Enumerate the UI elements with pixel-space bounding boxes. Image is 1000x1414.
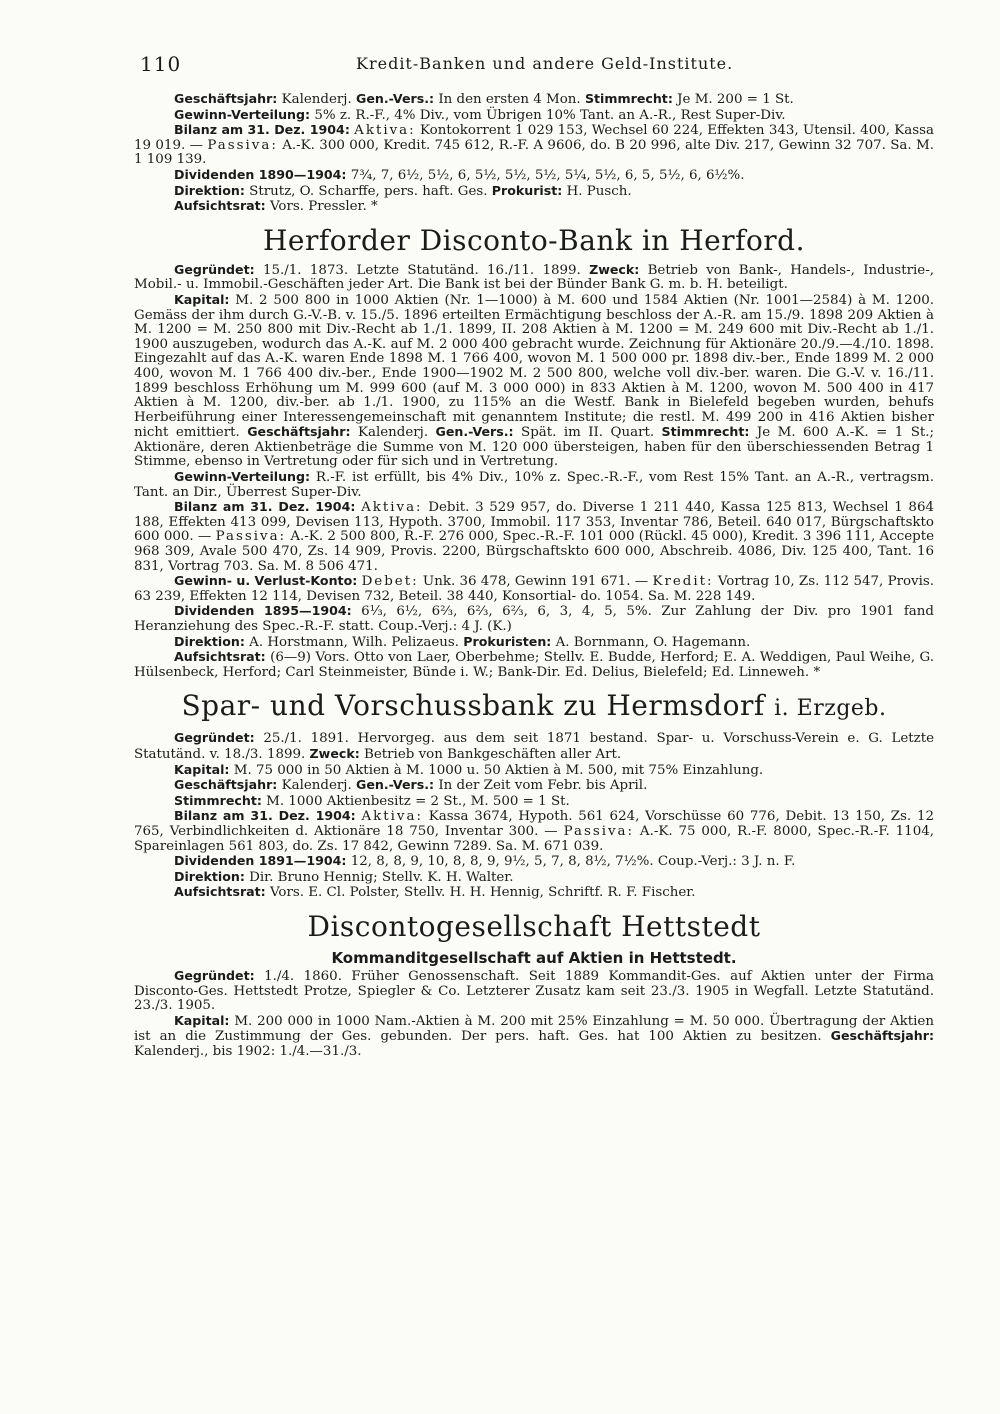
herford-aufsichtsrat-line xyxy=(134,650,934,680)
label-geschaeftsjahr: Geschäftsjahr: xyxy=(174,777,278,793)
text-genvers: In der Zeit vom Febr. bis April. xyxy=(438,778,648,794)
hermsdorf-stimmrecht-line xyxy=(134,794,934,810)
hermsdorf-gegruendet-line xyxy=(134,731,934,762)
label-zweck: Zweck: xyxy=(309,745,360,761)
text-aktiva: Kontokorrent 1 029 153, Wechsel 60 224, Effekten 343, Utensil. 400, Kassa 19 019. — xyxy=(134,123,935,153)
hermsdorf-geschaeftsjahr-line xyxy=(134,778,934,794)
label-geschaeftsjahr: Geschäftsjahr: xyxy=(174,91,278,106)
text-stimmrecht: Je M. 200 = 1 St. xyxy=(677,92,794,107)
label-genvers: Gen.-Vers.: xyxy=(435,424,514,440)
label-dividenden: Dividenden 1890—1904: xyxy=(174,166,347,182)
text-direktion: A. Horstmann, Wilh. Pelizaeus. xyxy=(249,634,460,650)
text-passiva: A.-K. 75 000, R.-F. 8000, Spec.-R.-F. 1104, Spareinlagen 561 803, do. Zs. 17 842, Gewinn 7289. Sa. M. 671 039. xyxy=(134,823,934,854)
text-geschaeftsjahr: Kalenderj. xyxy=(281,92,352,107)
page-header xyxy=(0,52,1000,82)
label-zweck: Zweck: xyxy=(589,261,640,277)
hermsdorf-dividenden-line xyxy=(134,854,934,870)
label-gewinn-verteilung: Gewinn-Verteilung: xyxy=(174,469,311,485)
prev-gewinn-line xyxy=(134,108,934,124)
hermsdorf-aufsichtsrat-line xyxy=(134,885,934,901)
entry-hermsdorf-bank xyxy=(134,690,934,901)
prev-aufsichtsrat-line xyxy=(134,199,934,215)
hermsdorf-bilanz-line xyxy=(134,809,934,854)
text-kapital: M. 200 000 in 1000 Nam.-Aktien à M. 200 mit 25% Einzahlung = M. 50 000. Übertragung der Aktien ist an die Zustimmung der Ges. gebunden. Der pers. haft. Ges. hat 100 Aktien zu besitzen. xyxy=(134,1013,934,1045)
passiva-word: Passiva: xyxy=(563,823,635,839)
herford-direktion-line xyxy=(134,635,934,651)
text-geschaeftsjahr: Kalenderj. xyxy=(357,425,429,441)
label-stimmrecht: Stimmrecht: xyxy=(584,91,673,106)
hettstedt-gegruendet-line xyxy=(134,969,934,1014)
label-gegruendet: Gegründet: xyxy=(174,730,255,746)
label-prokurist: Prokurist: xyxy=(491,182,563,198)
aktiva-word: Aktiva: xyxy=(361,500,423,516)
text-genvers: In den ersten 4 Mon. xyxy=(438,92,581,107)
text-zweck: Betrieb von Bank-, Handels-, Industrie-, Mobil.- u. Immobil.-Geschäften jeder Art. Die Bank ist bei der Bünder Bank G. m. b. H. beteiligt. xyxy=(134,262,934,293)
previous-entry xyxy=(134,92,934,215)
label-kapital: Kapital: xyxy=(174,1012,230,1028)
text-genvers: Spät. im II. Quart. xyxy=(521,425,655,441)
text-zweck: Betrieb von Bankgeschäften aller Art. xyxy=(364,746,622,762)
label-prokuristen: Prokuristen: xyxy=(463,633,552,649)
text-stimmrecht: Je M. 600 A.-K. = 1 St.; Aktionäre, deren Aktienbeträge die Summe von M. 120 000 übersteigen, haben für den überschiessenden Betrag 1 Stimme, ebenso in Vertretung oder für sich und in Vertretung. xyxy=(134,425,935,470)
hettstedt-kapital-line xyxy=(134,1014,934,1060)
label-direktion: Direktion: xyxy=(174,182,245,198)
label-stimmrecht: Stimmrecht: xyxy=(661,424,750,440)
label-geschaeftsjahr: Geschäftsjahr: xyxy=(830,1028,934,1044)
text-passiva: A.-K. 300 000, Kredit. 745 612, R.-F. A 9606, do. B 20 996, alte Div. 217, Gewinn 32 707. Sa. M. 1 109 139. xyxy=(134,137,934,168)
text-gewinn-verteilung: 5% z. R.-F., 4% Div., vom Übrigen 10% Tant. an A.-R., Rest Super-Div. xyxy=(314,107,786,123)
text-gegruendet: 25./1. 1891. Hervorgeg. aus dem seit 1871 bestand. Spar- u. Vorschuss-Verein e. G. Letzte Statutänd. v. 18./3. 1899. xyxy=(134,731,934,762)
text-gegruendet: 1./4. 1860. Früher Genossenschaft. Seit 1889 Kommandit-Ges. auf Aktien unter der Firma Disconto-Ges. Hettstedt Protze, Spiegler & Co. Letzterer Zusatz kam seit 23./3. 1905 in Wegfall. Letzte Statutänd. 23./3. 1905. xyxy=(134,968,934,1014)
page-number: 110 xyxy=(140,52,182,76)
label-kapital: Kapital: xyxy=(174,291,230,307)
label-aufsichtsrat: Aufsichtsrat: xyxy=(174,198,266,214)
passiva-word: Passiva: xyxy=(207,137,278,153)
bank-title-herford: Herforder Disconto-Bank in Herford. xyxy=(262,223,806,257)
text-aktiva: Kassa 3674, Hypoth. 561 624, Vorschüsse 60 776, Debit. 13 150, Zs. 12 765, Verbindlichkeiten d. Aktionäre 18 750, Inventar 300. — xyxy=(134,809,934,839)
entry-hettstedt xyxy=(134,911,934,1060)
page-content xyxy=(134,92,934,1059)
label-genvers: Gen.-Vers.: xyxy=(355,777,435,793)
label-aufsichtsrat: Aufsichtsrat: xyxy=(174,884,266,900)
label-bilanz: Bilanz am 31. Dez. 1904: xyxy=(174,499,356,515)
herford-bilanz-line xyxy=(134,500,934,574)
label-kapital: Kapital: xyxy=(174,761,230,777)
text-gegruendet: 15./1. 1873. Letzte Statutänd. 16./11. 1899. xyxy=(262,262,581,278)
entry-herforder-disconto-bank xyxy=(134,225,934,681)
bank-title-hettstedt: Discontogesellschaft Hettstedt xyxy=(307,909,761,943)
text-passiva: A.-K. 2 500 800, R.-F. 276 000, Spec.-R.-F. 101 000 (Rückl. 45 000), Kredit. 3 396 111, Accepte 968 309, Avale 500 470, Zs. 14 909, Provis. 2200, Bürgschaftskto 600 000, Abschreib. 4086, Div. 125 400, Tant. 16 831, Vortrag 703. Sa. M. 8 506 471. xyxy=(134,529,935,574)
herford-gewinn-line xyxy=(134,470,934,500)
text-geschaeftsjahr: Kalenderj. xyxy=(281,778,352,794)
bank-subtitle-hettstedt: Kommanditgesellschaft auf Aktien in Hettstedt. xyxy=(331,948,737,967)
text-prokuristen: A. Bornmann, O. Hagemann. xyxy=(555,634,751,650)
label-genvers: Gen.-Vers.: xyxy=(355,91,435,106)
debet-word: Debet: xyxy=(361,574,419,590)
label-gegruendet: Gegründet: xyxy=(174,261,255,277)
prev-direktion-line xyxy=(134,184,934,200)
text-aufsichtsrat: Vors. E. Cl. Polster, Stellv. H. H. Hennig, Schriftf. R. F. Fischer. xyxy=(269,885,696,901)
prev-geschaeftsjahr-line xyxy=(134,92,934,108)
text-debet: Unk. 36 478, Gewinn 191 671. — xyxy=(422,574,649,590)
text-aufsichtsrat: (6—9) Vors. Otto von Laer, Oberbehme; Stellv. E. Budde, Herford; E. A. Weddigen, Paul Weihe, G. Hülsenbeck, Herford; Carl Steinmeister, Bünde i. W.; Bank-Dir. Ed. Delius, Bielefeld; Ed. Linneweh. * xyxy=(134,650,935,680)
text-aktiva: Debit. 3 529 957, do. Diverse 1 211 440, Kassa 125 813, Wechsel 1 864 188, Effekten 413 099, Devisen 113, Hypoth. 3700, Immobil. 117 353, Inventar 786, Beteil. 640 017, Bürgschaftskto 600 000. — xyxy=(134,500,934,545)
running-title: Kredit-Banken und andere Geld-Institute. xyxy=(356,54,734,73)
prev-dividenden-line xyxy=(134,168,934,184)
label-geschaeftsjahr: Geschäftsjahr: xyxy=(247,424,351,440)
passiva-word: Passiva: xyxy=(215,529,287,545)
hermsdorf-kapital-line xyxy=(134,763,934,779)
text-kapital: M. 2 500 800 in 1000 Aktien (Nr. 1—1000) à M. 600 und 1584 Aktien (Nr. 1001—2584) à M. 1200. Gemäss der ihm durch G.-V.-B. v. 15./5. 1896 erteilten Ermächtigung beschloss der A.-R. am 15./9. 1898 209 Aktien à M. 1200 = M. 250 800 mit Div.-Recht ab 1./1. 1899, II. 208 Aktien à M. 1200 = M. 249 600 mit Div.-Recht ab 1./1. 1900 auszugeben, wodurch das A.-K. auf M. 2 000 400 gebracht wurde. Zeichnung für Aktionäre 20./9.—4./10. 1898. Eingezahlt auf das A.-K. waren Ende 1898 M. 1 766 400, wovon M. 1 500 000 pr. 1898 div.-ber., Ende 1899 M. 2 000 400, wovon M. 1 766 400 div.-ber., Ende 1900—1902 M. 2 500 800, welche voll div.-ber. waren. Die G.-V. v. 16./11. 1899 beschloss Erhöhung um M. 999 600 (auf M. 3 000 000) in 833 Aktien à M. 1200, wovon M. 500 400 in 417 Aktien à M. 1200, div.-ber. ab 1./1. 1900, zu 115% an die Westf. Bank in Bielefeld begeben wurden, behufs Herbeiführung einer Interessengemeinschaft mit genanntem Institute; die restl. M. 499 200 in 416 Aktien bisher nicht emittiert. xyxy=(134,292,934,441)
label-direktion: Direktion: xyxy=(174,868,245,884)
bank-title-hermsdorf xyxy=(134,690,934,725)
herford-kapital-line xyxy=(134,293,934,470)
label-stimmrecht: Stimmrecht: xyxy=(174,792,262,808)
text-direktion: Strutz, O. Scharffe, pers. haft. Ges. xyxy=(249,183,488,199)
label-dividenden: Dividenden 1891—1904: xyxy=(174,853,347,869)
text-dividenden: 12, 8, 8, 9, 10, 8, 8, 9, 9½, 5, 7, 8, 8½, 7½%. Coup.-Verj.: 3 J. n. F. xyxy=(350,854,796,870)
text-aufsichtsrat: Vors. Pressler. * xyxy=(269,199,378,215)
aktiva-word: Aktiva: xyxy=(354,123,416,139)
text-geschaeftsjahr: Kalenderj., bis 1902: 1./4.—31./3. xyxy=(134,1043,362,1059)
herford-guv-line xyxy=(134,574,934,604)
label-dividenden: Dividenden 1895—1904: xyxy=(174,603,352,619)
text-dividenden: 6⅓, 6½, 6⅔, 6⅔, 6⅔, 6, 3, 4, 5, 5%. Zur Zahlung der Div. pro 1901 fand Heranziehung des Spec.-R.-F. statt. Coup.-Verj.: 4 J. (K.) xyxy=(134,604,934,634)
label-bilanz: Bilanz am 31. Dez. 1904: xyxy=(174,122,350,138)
text-stimmrecht: M. 1000 Aktienbesitz = 2 St., M. 500 = 1 St. xyxy=(266,793,570,809)
label-direktion: Direktion: xyxy=(174,633,245,649)
kredit-word: Kredit: xyxy=(652,574,714,590)
label-bilanz: Bilanz am 31. Dez. 1904: xyxy=(174,808,356,824)
text-gewinn-verteilung: R.-F. ist erfüllt, bis 4% Div., 10% z. Spec.-R.-F., vom Rest 15% Tant. an A.-R., vertragsm. Tant. an Dir., Überrest Super-Div. xyxy=(134,470,934,500)
text-kredit: Vortrag 10, Zs. 112 547, Provis. 63 239, Effekten 12 114, Devisen 732, Beteil. 38 440, Konsortial- do. 1054. Sa. M. 228 149. xyxy=(134,574,935,604)
bank-title-hermsdorf-suffix: i. Erzgeb. xyxy=(774,696,887,722)
label-gegruendet: Gegründet: xyxy=(174,967,255,983)
label-gewinn-verlust-konto: Gewinn- u. Verlust-Konto: xyxy=(174,573,358,589)
bank-title-hermsdorf-main: Spar- und Vorschussbank zu Hermsdorf xyxy=(181,689,765,723)
text-prokurist: H. Pusch. xyxy=(566,183,632,199)
herford-dividenden-line xyxy=(134,604,934,634)
herford-gegruendet-line xyxy=(134,263,934,293)
text-dividenden: 7¾, 7, 6½, 5½, 6, 5½, 5½, 5½, 5¼, 5½, 6, 5, 5½, 6, 6½%. xyxy=(350,167,745,183)
aktiva-word: Aktiva: xyxy=(361,809,423,825)
hermsdorf-direktion-line xyxy=(134,870,934,886)
text-kapital: M. 75 000 in 50 Aktien à M. 1000 u. 50 Aktien à M. 500, mit 75% Einzahlung. xyxy=(233,762,764,778)
label-gewinn-verteilung: Gewinn-Verteilung: xyxy=(174,106,311,122)
text-direktion: Dir. Bruno Hennig; Stellv. K. H. Walter. xyxy=(249,869,514,885)
label-aufsichtsrat: Aufsichtsrat: xyxy=(174,649,266,665)
prev-bilanz-line xyxy=(134,123,934,168)
